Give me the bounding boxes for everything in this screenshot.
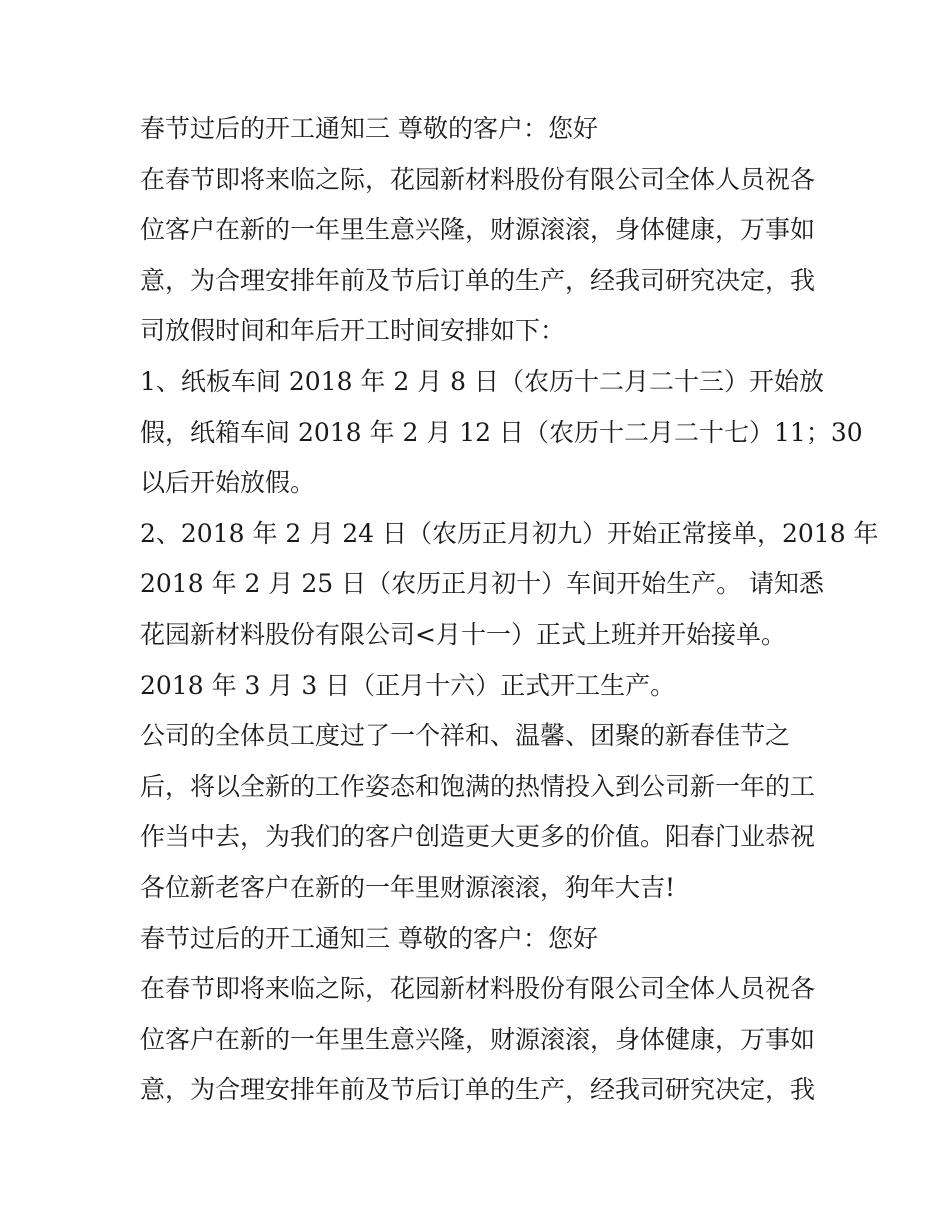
text-line: 花园新材料股份有限公司<月十一）正式上班并开始接单。 xyxy=(140,619,786,649)
text-line: 位客户在新的一年里生意兴隆，财源滚滚，身体健康，万事如 xyxy=(140,215,816,245)
text-line: 假，纸箱车间 2018 年 2 月 12 日（农历十二月二十七）11；30 xyxy=(140,417,863,447)
text-line: 1、纸板车间 2018 年 2 月 8 日（农历十二月二十三）开始放 xyxy=(140,366,825,396)
document-body xyxy=(140,104,879,1116)
text-line: 春节过后的开工通知三 尊敬的客户：您好 xyxy=(140,114,598,143)
text-line: 位客户在新的一年里生意兴隆，财源滚滚，身体健康，万事如 xyxy=(140,1024,816,1054)
text-line: 在春节即将来临之际，花园新材料股份有限公司全体人员祝各 xyxy=(140,974,816,1004)
text-line: 作当中去，为我们的客户创造更大更多的价值。阳春门业恭祝 xyxy=(140,822,816,852)
text-line: 司放假时间和年后开工时间安排如下： xyxy=(140,316,566,346)
text-line: 意，为合理安排年前及节后订单的生产，经我司研究决定，我 xyxy=(140,265,816,295)
text-line: 后，将以全新的工作姿态和饱满的热情投入到公司新一年的工 xyxy=(140,771,816,801)
text-line: 在春节即将来临之际，花园新材料股份有限公司全体人员祝各 xyxy=(140,164,816,194)
text-line: 2018 年 3 月 3 日（正月十六）正式开工生产。 xyxy=(140,670,676,700)
text-line: 公司的全体员工度过了一个祥和、温馨、团聚的新春佳节之 xyxy=(140,721,791,751)
text-line: 以后开始放假。 xyxy=(140,468,316,498)
text-line: 春节过后的开工通知三 尊敬的客户：您好 xyxy=(140,923,598,953)
text-line: 2018 年 2 月 25 日（农历正月初十）车间开始生产。 请知悉 xyxy=(140,569,825,599)
text-line: 意，为合理安排年前及节后订单的生产，经我司研究决定，我 xyxy=(140,1075,816,1105)
text-line: 2、2018 年 2 月 24 日（农历正月初九）开始正常接单，2018 年 xyxy=(140,518,879,548)
text-line: 各位新老客户在新的一年里财源滚滚，狗年大吉! xyxy=(140,872,676,902)
